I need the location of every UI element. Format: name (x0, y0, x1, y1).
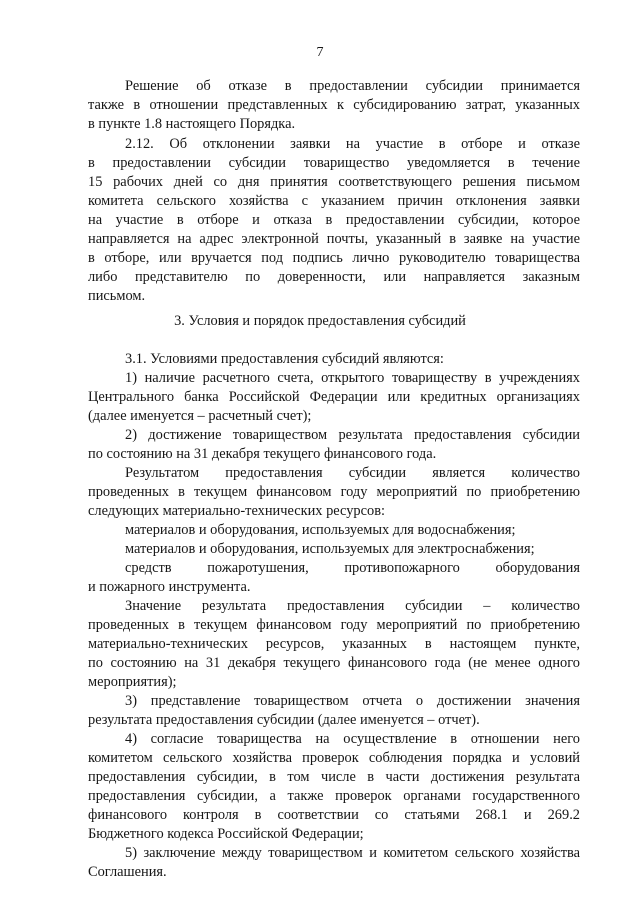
text-line: на участие в отборе и отказа в предоставлении субсидии, которое (88, 212, 580, 228)
text-line: и пожарного инструмента. (88, 579, 251, 595)
text-line: финансового контроля в соответствии со статьями 268.1 и 269.2 (88, 807, 580, 823)
text-line: комитетом сельского хозяйства проверок соблюдения порядка и условий (88, 750, 580, 766)
section-heading: 3. Условия и порядок предоставления субсидий (174, 313, 466, 329)
text-line: либо представителю по доверенности, или направляется заказным (88, 269, 580, 285)
text-line: Результатом предоставления субсидии является количество (125, 465, 580, 481)
text-line: следующих материально-технических ресурсов: (88, 503, 385, 519)
text-line: результата предоставления субсидии (далее именуется – отчет). (88, 712, 480, 728)
text-line: предоставления субсидии, в том числе в части достижения результата (88, 769, 580, 785)
text-line: по состоянию на 31 декабря текущего финансового года. (88, 446, 437, 462)
text-line: направляется на адрес электронной почты, указанный в заявке на участие (88, 231, 580, 247)
text-line: материалов и оборудования, используемых для электроснабжения; (125, 541, 535, 557)
text-line: материалов и оборудования, используемых для водоснабжения; (125, 522, 516, 538)
text-line: средств пожаротушения, противопожарного оборудования (125, 560, 580, 576)
text-line: Значение результата предоставления субсидии – количество (125, 598, 580, 614)
text-line: 5) заключение между товариществом и комитетом сельского хозяйства (125, 845, 580, 861)
text-line: 4) согласие товарищества на осуществление в отношении него (125, 731, 580, 747)
text-line: 15 рабочих дней со дня принятия соответствующего решения письмом (88, 174, 580, 190)
text-line: 2) достижение товариществом результата предоставления субсидии (125, 427, 580, 443)
text-line: по состоянию на 31 декабря текущего финансового года (не менее одного (88, 655, 580, 671)
text-line: Бюджетного кодекса Российской Федерации; (88, 826, 364, 842)
text-line: комитета сельского хозяйства с указанием причин отклонения заявки (88, 193, 580, 209)
text-line: в пункте 1.8 настоящего Порядка. (88, 116, 296, 132)
text-line: 3) представление товариществом отчета о достижении значения (125, 693, 580, 709)
text-line: в предоставлении субсидии товарищество уведомляется в течение (88, 155, 580, 171)
text-line: 1) наличие расчетного счета, открытого товариществу в учреждениях (125, 370, 580, 386)
text-line: предоставления субсидии, а также проверок органами государственного (88, 788, 580, 804)
text-line: мероприятия); (88, 674, 177, 690)
text-line: материально-технических ресурсов, указанных в настоящем пункте, (88, 636, 580, 652)
text-line: 3.1. Условиями предоставления субсидий являются: (125, 351, 444, 367)
page-number: 7 (316, 45, 324, 60)
text-line: Решение об отказе в предоставлении субсидии принимается (125, 78, 580, 94)
text-line: (далее именуется – расчетный счет); (88, 408, 312, 424)
text-line: Центрального банка Российской Федерации или кредитных организациях (88, 389, 580, 405)
text-line: в отборе, или вручается под подпись лично руководителю товарищества (88, 250, 580, 266)
text-line: проведенных в текущем финансовом году мероприятий по приобретению (88, 484, 580, 500)
text-line: письмом. (88, 288, 146, 304)
text-line: проведенных в текущем финансовом году мероприятий по приобретению (88, 617, 580, 633)
text-line: 2.12. Об отклонении заявки на участие в отборе и отказе (125, 136, 580, 152)
text-line: также в отношении представленных к субсидированию затрат, указанных (88, 97, 580, 113)
text-line: Соглашения. (88, 864, 167, 880)
